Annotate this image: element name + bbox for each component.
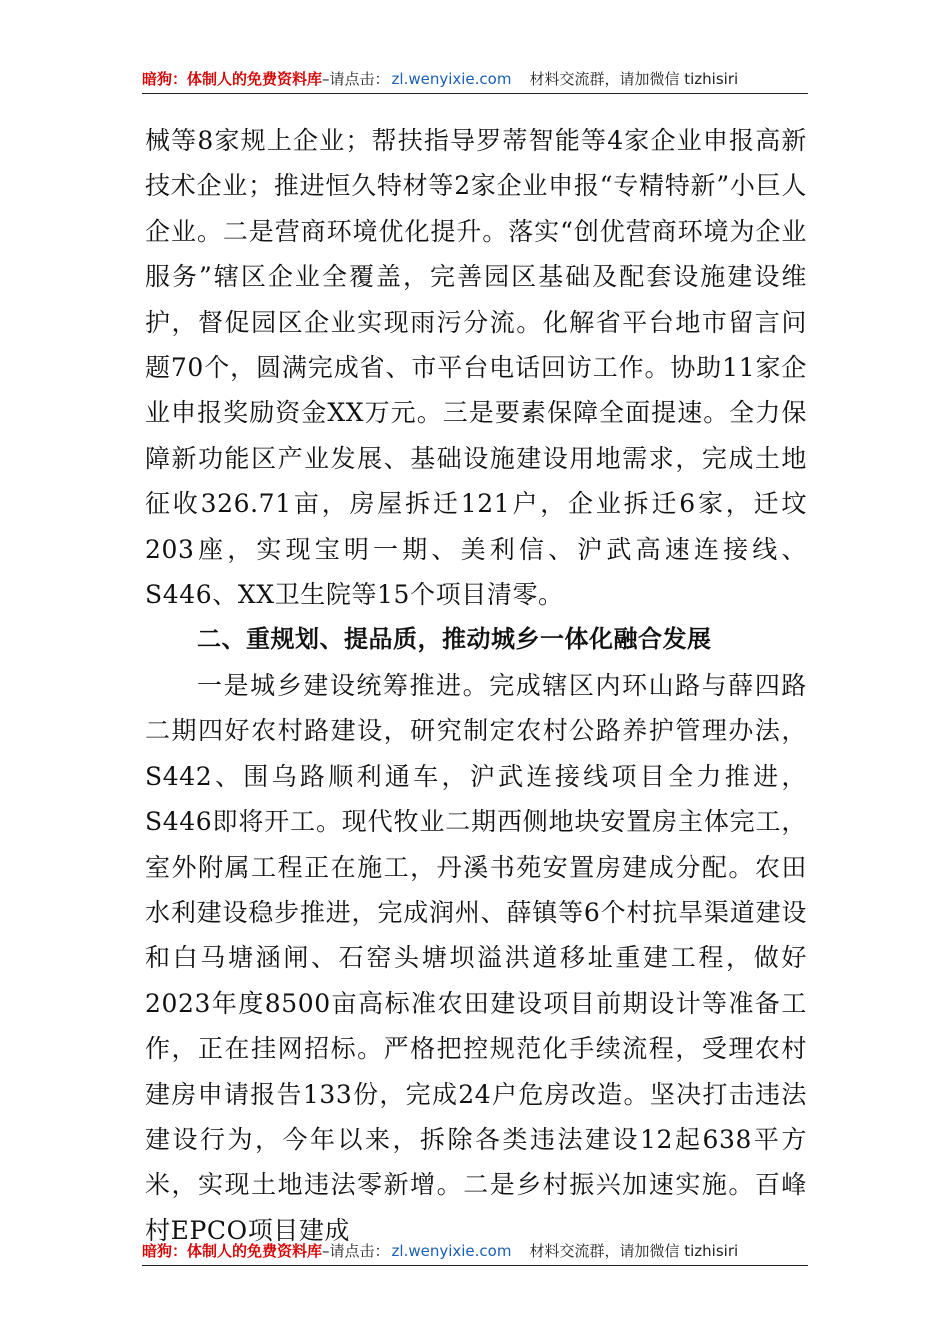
header-group-text: 材料交流群，请加微信 tizhisiri (529, 70, 739, 88)
section-heading: 二、重规划、提品质，推动城乡一体化融合发展 (197, 625, 712, 654)
paragraph-section-two: 一是城乡建设统筹推进。完成辖区内环山路与薛四路二期四好农村路建设，研究制定农村公路养护管理办法，S442、围乌路顺利通车，沪武连接线项目全力推进，S446即将开工。现代牧业二期西侧地块安置房主体完工，室外附属工程正在施工，丹溪书苑安置房建成分配。农田水利建设稳步推进，完成润州、薛镇等6个村抗旱渠道建设和白马塘涵闸、石窑头塘坝溢洪道移址重建工程，做好2023年度8500亩高标准农田建设项目前期设计等准备工作，正在挂网招标。严格把控规范化手续流程，受理农村建房申请报告133份，完成24户危房改造。坚决打击违法建设行为，今年以来，拆除各类违法建设12起638平方米，实现土地违法零新增。二是乡村振兴加速实施。百峰村EPCO项目建成 (145, 670, 807, 1245)
header-cta-text: –请点击： (322, 70, 390, 88)
header-banner (142, 68, 808, 94)
footer-url-link[interactable]: zl.wenyixie.com (391, 1242, 512, 1260)
paragraph-continued: 械等8家规上企业；帮扶指导罗蒂智能等4家企业申报高新技术企业；推进恒久特材等2家企业申报“专精特新”小巨人企业。二是营商环境优化提升。落实“创优营商环境为企业服务”辖区企业全覆盖，完善园区基础及配套设施建设维护，督促园区企业实现雨污分流。化解省平台地市留言问题70个，圆满完成省、市平台电话回访工作。协助11家企业申报奖励资金XX万元。三是要素保障全面提速。全力保障新功能区产业发展、基础设施建设用地需求，完成土地征收326.71亩，房屋拆迁121户，企业拆迁6家，迁坟203座，实现宝明一期、美利信、沪武高速连接线、S446、XX卫生院等15个项目清零。 (145, 126, 807, 610)
footer-brand-text: 暗狗：体制人的免费资料库 (142, 1242, 323, 1260)
header-url-link[interactable]: zl.wenyixie.com (391, 70, 512, 88)
footer-group-text: 材料交流群，请加微信 tizhisiri (529, 1242, 739, 1260)
footer-cta-text: –请点击： (322, 1242, 390, 1260)
footer-banner (142, 1240, 808, 1266)
document-body (145, 118, 807, 1253)
header-brand-text: 暗狗：体制人的免费资料库 (142, 70, 323, 88)
